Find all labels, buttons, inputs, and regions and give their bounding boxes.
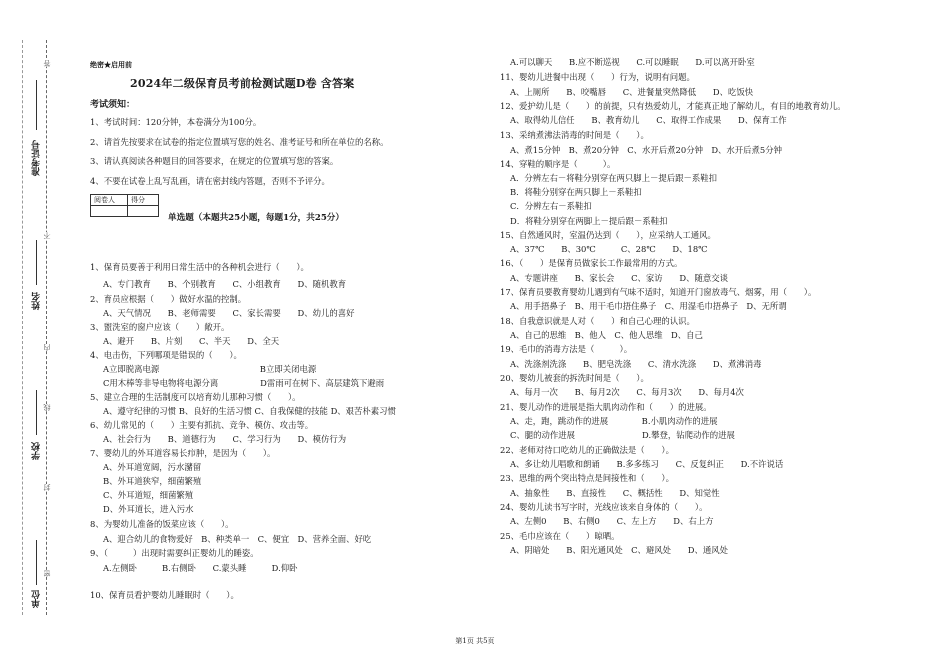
notice-item: 2、请首先按要求在试卷的指定位置填写您的姓名、准考证号和所在单位的名称。 <box>90 137 389 147</box>
question-line: 2、育员应根据（ ）做好水温的控制。 <box>90 294 247 304</box>
option-line: A、走，跑，跳动作的进展 B.小肌肉动作的进展 <box>510 416 718 426</box>
name-blank <box>36 240 37 285</box>
seal-char: 不 <box>43 232 51 239</box>
option-line: D．将鞋分别穿在两脚上－提后跟－系鞋扣 <box>510 216 668 226</box>
page-title: 2024年二级保育员考前检测试题D卷 含答案 <box>130 77 355 90</box>
grader-cell[interactable] <box>91 206 128 217</box>
unit-blank <box>36 540 37 585</box>
notice-item: 3、请认真阅读各种题目的回答要求，在规定的位置填写您的答案。 <box>90 156 339 166</box>
question-line: 10、保育员看护婴幼儿睡眠时（ ）。 <box>90 590 239 600</box>
question-line: 5、建立合理的生活制度可以培育幼儿那种习惯（ ）。 <box>90 392 301 402</box>
question-line: 17、保育员要教育婴幼儿遇到有气味不适时，知道开门窗放毒气、烟雾，用（ ）。 <box>500 287 817 297</box>
option-line: A、自己的思维 B、他人 C、他人思维 D、自己 <box>510 330 703 340</box>
section-heading: 单选题（本题共25小题，每题1分，共25分） <box>168 213 344 223</box>
school-blank <box>36 390 37 435</box>
question-line: 20、婴幼儿被套的拆洗时间是（ ）。 <box>500 373 649 383</box>
notice-item: 4、不要在试卷上乱写乱画，请在密封线内答题，否则不予评分。 <box>90 176 330 186</box>
seal-char: 内 <box>43 344 51 351</box>
option-line: C．分辨左右－系鞋扣 <box>510 201 592 211</box>
option-line: A、上厕所 B、咬嘴唇 C、进餐量突然降低 D、吃饭快 <box>510 87 754 97</box>
option-line: A、外耳道宽阔，污水瀦留 <box>103 462 202 472</box>
option-line: C用木棒等非导电物将电源分离 D雷雨可在树下、高层建筑下避雨 <box>103 378 385 388</box>
option-line: A立即脱离电源 B立即关闭电源 <box>103 364 317 374</box>
question-line: 12、爱护幼儿是（ ）的前提，只有热爱幼儿，才能真正地了解幼儿，有目的地教育幼儿。 <box>500 101 846 111</box>
grader-header: 阅卷人 <box>91 195 128 206</box>
option-line: A.左侧卧 B.右侧卧 C.蒙头睡 D.仰卧 <box>103 563 298 573</box>
binding-margin <box>0 0 70 671</box>
option-line: A、天气情况 B、老师需要 C、家长需要 D、幼儿的喜好 <box>103 308 355 318</box>
question-line: 9、（ ）出现时需要纠正婴幼儿的睡姿。 <box>90 548 259 558</box>
question-line: 6、幼儿常见的（ ）主要有抓抗、竞争、模仿、攻击等。 <box>90 420 314 430</box>
option-line: A、阴暗处 B、阳光通风处 C、避风处 D、通风处 <box>510 545 728 555</box>
question-line: 1、保育员要善于利用日常生活中的各种机会进行（ ）。 <box>90 262 309 272</box>
option-line: C、外耳道短，细菌繁殖 <box>103 490 194 500</box>
outer-dashed-line <box>22 40 23 615</box>
score-table <box>90 194 159 217</box>
seal-char: 封 <box>43 484 51 491</box>
option-line: A、社会行为 B、道德行为 C、学习行为 D、模仿行为 <box>103 434 347 444</box>
option-line: A、多让幼儿唱歌和朗诵 B.多多练习 C、反复纠正 D.不许说话 <box>510 459 784 469</box>
score-cell[interactable] <box>128 206 159 217</box>
option-line: A、专门教育 B、个别教育 C、小组教育 D、随机教育 <box>103 279 347 289</box>
option-line: D、外耳道长，进入污水 <box>103 504 194 514</box>
option-line: A、避开 B、片刻 C、半天 D、全天 <box>103 336 280 346</box>
option-line: A、左侧0 B、右侧0 C、左上方 D、右上方 <box>510 516 714 526</box>
notice-heading: 考试须知： <box>90 100 136 110</box>
option-line: A、迎合幼儿的食物爱好 B、种类单一 C、便宜 D、营养全面、好吃 <box>103 534 372 544</box>
option-line: A、37℃ B、30℃ C、28℃ D、18℃ <box>510 244 708 254</box>
option-line: A.可以聊天 B.应不断巡视 C.可以睡眠 D.可以离开卧室 <box>510 57 755 67</box>
secret-mark: 绝密★启用前 <box>90 60 132 69</box>
seal-char: 密 <box>43 570 51 577</box>
question-line: 25、毛巾应该在（ ）晾晒。 <box>500 531 620 541</box>
question-line: 16、（ ）是保育员做家长工作最常用的方式。 <box>500 258 683 268</box>
option-line: A、用手捂鼻子 B、用干毛巾捂住鼻子 C、用湿毛巾捂鼻子 D、无所谓 <box>510 301 787 311</box>
seal-char: 答 <box>43 60 51 67</box>
exam-id-blank <box>36 80 37 130</box>
question-line: 22、老师对待口吃幼儿的正确做法是（ ）。 <box>500 445 674 455</box>
exam-id-label: 准考证号 <box>32 140 42 176</box>
question-line: 13、采纳煮沸法消毒的时间是（ ）。 <box>500 130 649 140</box>
option-line: A、遵守纪律的习惯 B、良好的生活习惯 C、自我保健的技能 D、艰苦朴素习惯 <box>103 406 396 416</box>
question-line: 11、婴幼儿进餐中出现（ ）行为，说明有问题。 <box>500 72 695 82</box>
option-line: A、专题讲座 B、家长会 C、家访 D、随意交谈 <box>510 273 728 283</box>
option-line: A、每月一次 B、每月2次 C、每月3次 D、每月4次 <box>510 387 744 397</box>
score-header: 得分 <box>128 195 159 206</box>
question-line: 8、为婴幼儿准备的饭菜应该（ ）。 <box>90 519 234 529</box>
question-line: 21、婴儿动作的进展是指大肌肉动作和（ ）的进展。 <box>500 402 712 412</box>
school-label: 学校 <box>32 442 42 460</box>
question-line: 23、思维的两个突出特点是间接性和（ ）。 <box>500 473 674 483</box>
question-line: 3、盥洗室的窗户应该（ ）敞开。 <box>90 322 230 332</box>
question-line: 18、自我意识就是人对（ ）和自己心理的认识。 <box>500 316 695 326</box>
seal-line <box>46 40 47 615</box>
question-line: 4、电击伤，下列哪项是错误的（ ）。 <box>90 350 242 360</box>
option-line: A、洗涤剂洗涤 B、肥皂洗涤 C、清水洗涤 D、煮沸消毒 <box>510 359 762 369</box>
question-line: 15、自然通风时，室温仍达到（ ），应采纳人工通风。 <box>500 230 716 240</box>
question-line: 7、婴幼儿的外耳道容易长疖肿，是因为（ ）。 <box>90 448 276 458</box>
question-line: 19、毛巾的消毒方法是（ ）。 <box>500 344 633 354</box>
option-line: A．分辨左右－将鞋分别穿在两只脚上－提后跟－系鞋扣 <box>510 173 718 183</box>
option-line: B．将鞋分别穿在两只脚上－系鞋扣 <box>510 187 642 197</box>
page-footer: 第1页 共5页 <box>455 637 495 645</box>
option-line: B、外耳道狭窄，细菌繁殖 <box>103 476 202 486</box>
option-line: A、抽象性 B、直接性 C、概括性 D、知觉性 <box>510 488 720 498</box>
option-line: A、取得幼儿信任 B、教育幼儿 C、取得工作成果 D、保育工作 <box>510 115 787 125</box>
option-line: C、腿的动作进展 D.攀登，钻爬动作的进展 <box>510 430 735 440</box>
unit-label: 单位 <box>32 590 42 608</box>
question-line: 24、婴幼儿读书写字时，光线应该来自身体的（ ）。 <box>500 502 708 512</box>
question-line: 14、穿鞋的顺序是（ ）。 <box>500 159 616 169</box>
name-label: 姓名 <box>32 292 42 310</box>
seal-char: 线 <box>43 404 51 411</box>
notice-item: 1、考试时间：120分钟，本卷满分为100分。 <box>90 117 262 127</box>
option-line: A、煮15分钟 B、煮20分钟 C、水开后煮20分钟 D、水开后煮5分钟 <box>510 145 782 155</box>
